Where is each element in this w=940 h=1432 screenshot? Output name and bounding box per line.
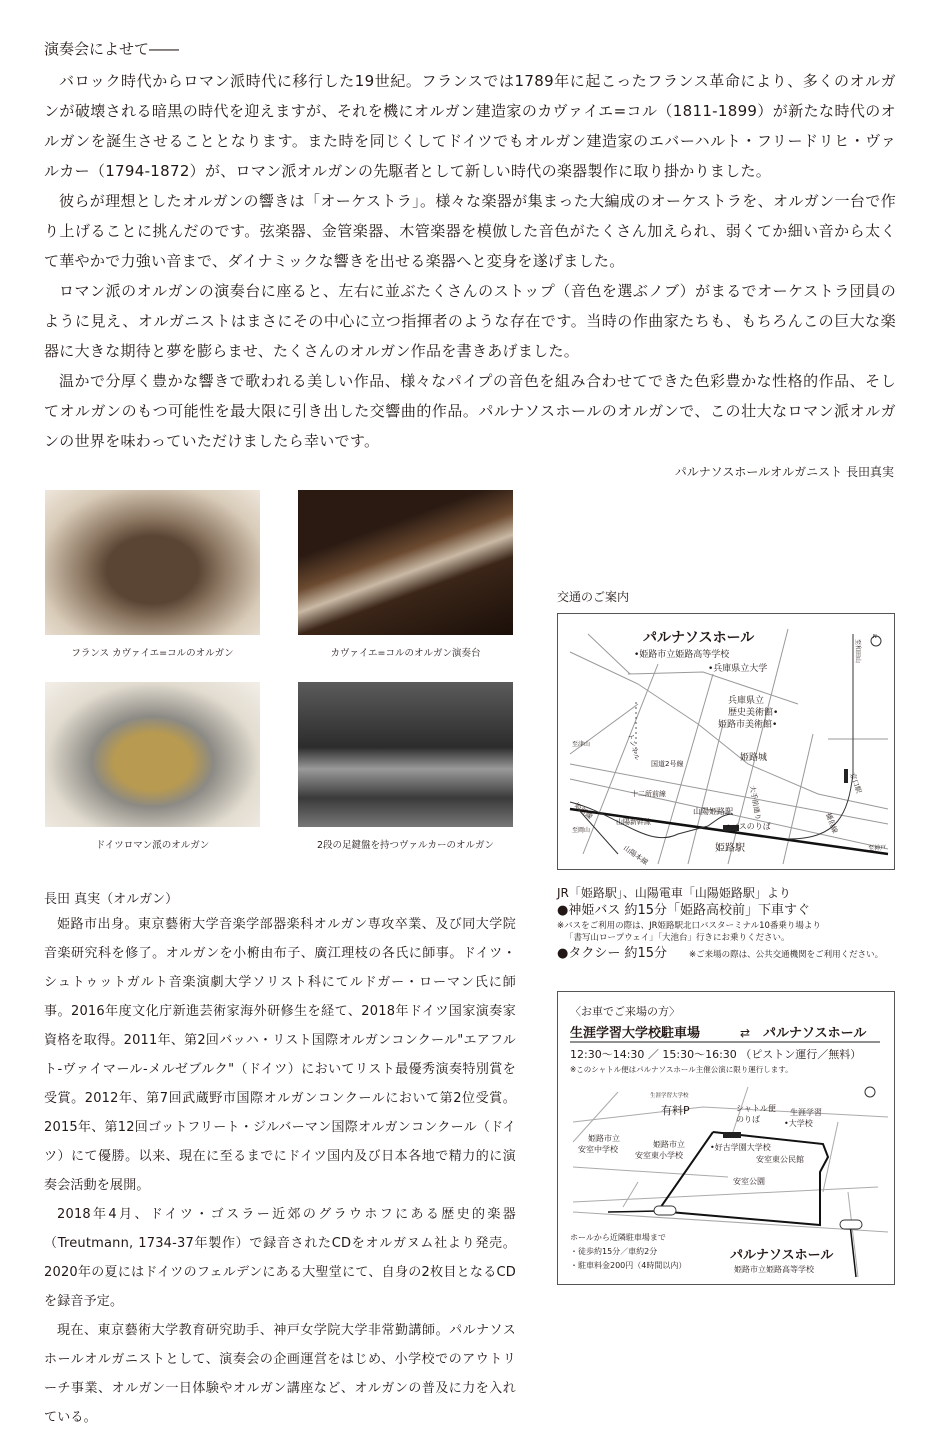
walk-info: ・駐車料金200円（4時間以内）	[570, 1261, 687, 1270]
walk-info: ・徒歩約15分／車約2分	[570, 1247, 658, 1256]
map-label: シャトル便	[736, 1104, 776, 1113]
photo-caption: ドイツロマン派のオルガン	[95, 840, 210, 851]
photo-caption: 2段の足鍵盤を持つヴァルカーのオルガン	[317, 840, 494, 851]
photo-german-organ	[45, 682, 260, 827]
car-from: 生涯学習大学校駐車場	[570, 1026, 701, 1041]
map-label: 姫路市美術館•	[718, 720, 778, 730]
map-label: 姫路市立	[588, 1134, 620, 1143]
map-label: 安室公園	[733, 1177, 765, 1186]
map-label: 京口駅	[848, 771, 863, 795]
map-label: 生涯学習大学校	[650, 1093, 689, 1099]
photo-console	[298, 490, 513, 635]
map-label: 姫路市立	[653, 1140, 685, 1149]
map-label: 兵庫県立	[728, 696, 765, 706]
intro-title: 演奏会によせて――	[44, 40, 180, 58]
map-label: 安室中学校	[578, 1145, 618, 1154]
map-label: •バスのりば	[726, 822, 771, 831]
map-label: 十二所前線	[631, 790, 666, 798]
access-line: ※バスをご利用の際は、JR姫路駅北口バスターミナル10番乗り場より	[557, 921, 821, 931]
shuttle-times: 12:30〜14:30 ／ 15:30〜16:30 （ピストン運行／無料）	[570, 1048, 862, 1061]
map-label: •姫路市立姫路高等学校	[634, 650, 730, 660]
bio-paragraph: 現在、東京藝術大学教育研究助手、神戸女学院大学非常勤講師。パルナソスホールオルガニストとして、演奏会の企画運営をはじめ、小学校でのアウトリーチ事業、オルガン一日体験やオルガン講座など、オルガンの普及に力を入れている。	[44, 1323, 516, 1425]
car-heading: 〈お車でご来場の方〉	[570, 1005, 680, 1018]
map-label: 生涯学習	[790, 1108, 822, 1117]
map-label-paid-parking: 有料P	[661, 1104, 690, 1117]
walk-info: ホールから近隣駐車場まで	[570, 1233, 666, 1242]
map-label: 至岡山	[572, 827, 591, 834]
access-line: 「書写山ロープウェイ」「大池台」行きにお乗りください。	[565, 933, 790, 943]
map-label: 山陽姫路駅	[693, 807, 733, 816]
map-label-hall: パルナソスホール	[643, 630, 755, 646]
signature: パルナソスホールオルガニスト 長田真実	[674, 465, 894, 479]
map-label: 姫路駅	[715, 843, 745, 854]
map-label: 至和田山	[854, 639, 861, 664]
map-label: 播但線	[824, 811, 839, 835]
map-label: •兵庫県立大学	[708, 664, 768, 674]
map-label-hall: パルナソスホール	[730, 1248, 834, 1263]
intro-paragraph: バロック時代からロマン派時代に移行した19世紀。フランスでは1789年に起こったフランス革命により、多くのオルガンが破壊される暗黒の時代を迎えますが、それを機にオルガン建造家のカヴァイエ=コル（1811-1899）が新たな時代のオルガンを誕生させることとなります。また時を同じくしてドイツでもオルガン建造家のエバーハルト・フリードリヒ・ヴァルカー（1794-1872）が、ロマン派オルガンの先駆者として新しい時代の楽器製作に取り掛かりました。	[44, 72, 896, 180]
bio-paragraph: 2018年4月、ドイツ・ゴスラー近郊のグラウホフにある歴史的楽器（Treutmann, 1734-37年製作）で録音されたCDをオルガヌム社より発売。2020年の夏にはドイツのフェルデンにある大聖堂にて、自身の2枚目となるCDを録音予定。	[44, 1207, 516, 1309]
photo-caption: カヴァイエ=コルのオルガン演奏台	[330, 648, 481, 659]
car-access-box	[557, 991, 895, 1285]
access-directions	[557, 884, 902, 963]
map-label: のりば	[736, 1115, 760, 1124]
map-label: 山陽新幹線	[616, 818, 651, 826]
intro-paragraph: 彼らが理想としたオルガンの響きは「オーケストラ」。様々な楽器が集まった大編成のオーケストラを、オルガン一台で作り上げることに挑んだのです。弦楽器、金管楽器、木管楽器を模倣した音色がたくさん加えられ、弱くてか細い音から太くて華やかで力強い音まで、ダイナミックな響きを出せる楽器へと変身を遂げました。	[44, 192, 896, 270]
map-label: 国道2号線	[651, 760, 684, 768]
map-label: 安室東公民館	[756, 1155, 804, 1164]
photo-walcker-organ	[298, 682, 513, 827]
access-line: ●神姫バス 約15分「姫路高校前」下車すぐ	[557, 903, 811, 918]
intro-text	[44, 66, 896, 456]
taxi-note: ※ご来場の際は、公共交通機関をご利用ください。	[689, 950, 884, 960]
map-label: トンネル	[626, 732, 641, 762]
map-label: 姫路城	[740, 753, 768, 763]
bio-heading: 長田 真実（オルガン）	[44, 892, 179, 907]
map-label: 至津山	[572, 741, 591, 748]
bio-text	[44, 910, 516, 1432]
intro-paragraph: ロマン派のオルガンの演奏台に座ると、左右に並ぶたくさんのストップ（音色を選ぶノブ）がまるでオーケストラ団員のように見え、オルガニストはまさにその中心に立つ指揮者のような存在です。当時の作曲家たちも、もちろんこの巨大な楽器に大きな期待と夢を膨らませ、たくさんのオルガン作品を書きあげました。	[44, 282, 896, 360]
access-map	[557, 613, 895, 870]
map-label: 山陽本線	[621, 844, 650, 867]
taxi-line: ●タクシー 約15分	[557, 946, 668, 961]
map-label: 姫新線	[572, 801, 594, 822]
map-label: 歴史美術館•	[728, 708, 779, 718]
shuttle-note: ※このシャトル便はパルナソスホール主催公演に限り運行します。	[570, 1065, 793, 1074]
photo-cavaille-coll-organ	[45, 490, 260, 635]
access-title: 交通のご案内	[557, 590, 630, 604]
access-line: JR「姫路駅」、山陽電車「山陽姫路駅」より	[557, 886, 791, 900]
map-label: 至神戸	[868, 845, 887, 852]
car-arrow-icon: ⇄	[740, 1026, 751, 1040]
map-label: •好古学園大学校	[710, 1143, 771, 1152]
bio-paragraph: 姫路市出身。東京藝術大学音楽学部器楽科オルガン専攻卒業、及び同大学院音楽研究科を修了。オルガンを小椨由布子、廣江理枝の各氏に師事。ドイツ・シュトゥットガルト音楽演劇大学ソリスト科にてルドガー・ローマン氏に師事。2016年度文化庁新進芸術家海外研修生を経て、2018年ドイツ国家演奏家資格を取得。2011年、第2回バッハ・リスト国際オルガンコンクール"エアフルト-ヴァイマール-メルゼブルク"（ドイツ）においてリスト最優秀演奏特別賞を受賞。2012年、第7回武蔵野市国際オルガンコンクールにおいて第2位受賞。2015年、第12回ゴットフリート・ジルバーマン国際オルガンコンクール（ドイツ）にて優勝。以来、現在に至るまでにドイツ国内及び日本各地で精力的に演奏会活動を展開。	[44, 917, 516, 1193]
car-to: パルナソスホール	[763, 1026, 867, 1041]
map-label: 安室東小学校	[635, 1151, 683, 1160]
map-label: 大手前通り	[748, 784, 762, 821]
map-label: •大学校	[784, 1119, 813, 1128]
photo-caption: フランス カヴァイエ=コルのオルガン	[71, 648, 234, 659]
map-label: 姫路市立姫路高等学校	[734, 1265, 814, 1274]
north-icon: N	[873, 634, 877, 640]
intro-paragraph: 温かで分厚く豊かな響きで歌われる美しい作品、様々なパイプの音色を組み合わせてできた色彩豊かな性格的作品、そしてオルガンのもつ可能性を最大限に引き出した交響曲的作品。パルナソスホールのオルガンで、この壮大なロマン派オルガンの世界を味わっていただけましたら幸いです。	[44, 372, 896, 450]
